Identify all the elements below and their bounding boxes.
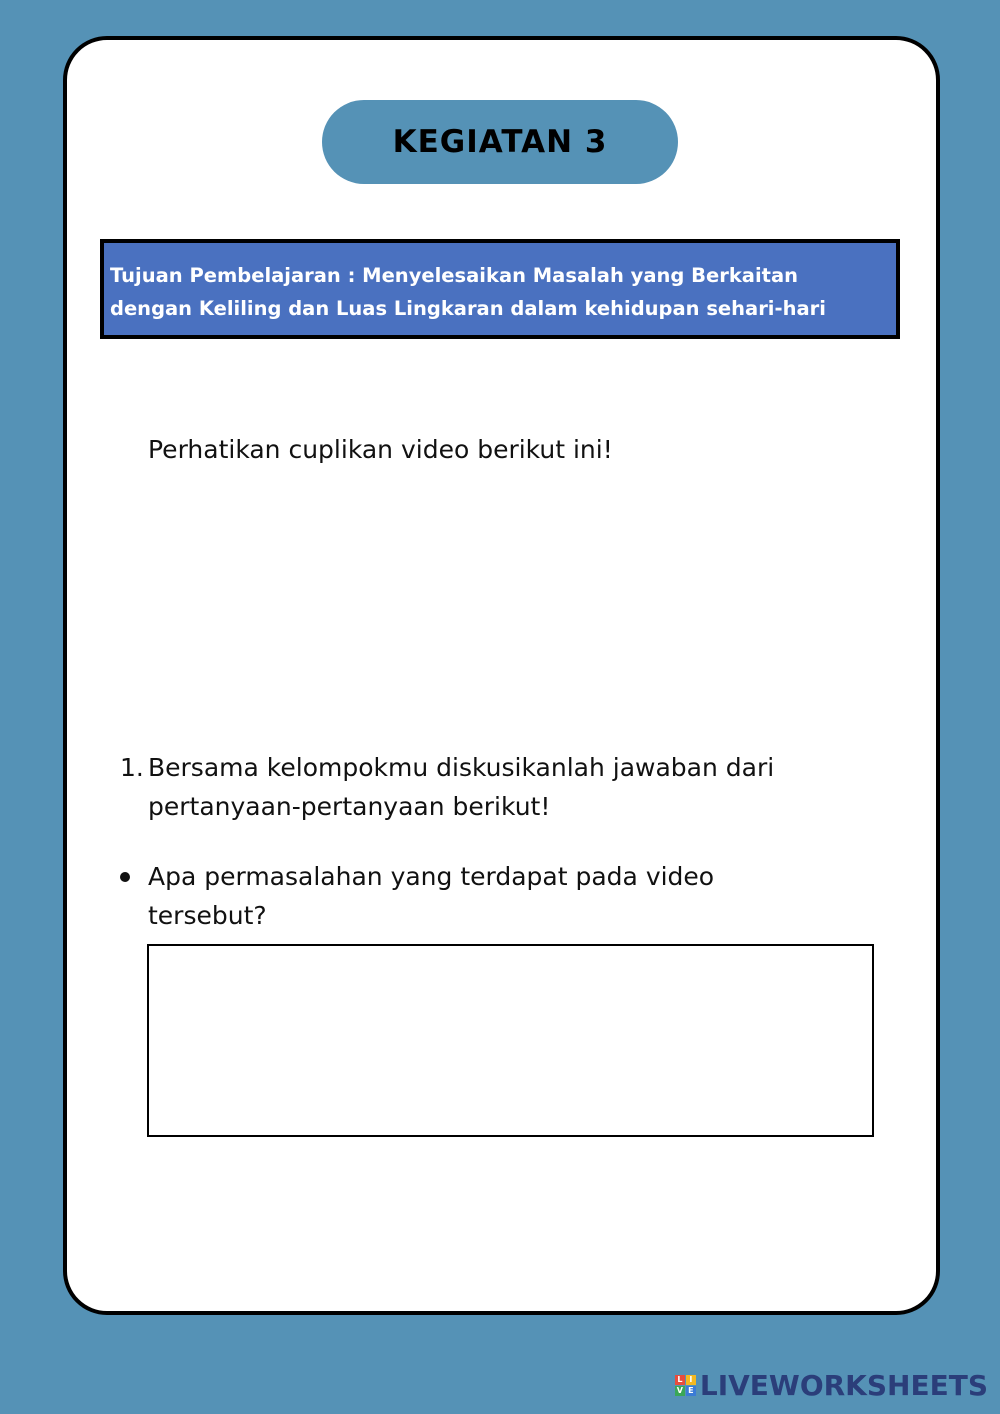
logo-letter-i: I bbox=[686, 1375, 696, 1385]
logo-letter-l: L bbox=[675, 1375, 685, 1385]
bullet-question bbox=[120, 857, 860, 935]
watermark-text: LIVEWORKSHEETS bbox=[699, 1369, 988, 1402]
bullet-question-line-1: Apa permasalahan yang terdapat pada video bbox=[148, 862, 715, 891]
objective-line-2: dengan Keliling dan Luas Lingkaran dalam kehidupan sehari-hari bbox=[110, 297, 826, 320]
bullet-question-line-2: tersebut? bbox=[148, 901, 267, 930]
bullet-dot-icon bbox=[120, 872, 130, 882]
question-1-number: 1. bbox=[120, 753, 144, 782]
activity-title: KEGIATAN 3 bbox=[322, 100, 678, 184]
learning-objective-box bbox=[100, 239, 900, 339]
answer-input-box[interactable] bbox=[147, 944, 874, 1137]
question-1-line-2: pertanyaan-pertanyaan berikut! bbox=[148, 792, 551, 821]
liveworksheets-watermark bbox=[675, 1369, 988, 1402]
question-1-line-1: Bersama kelompokmu diskusikanlah jawaban dari bbox=[148, 753, 775, 782]
question-1 bbox=[120, 748, 860, 826]
liveworksheets-logo-icon bbox=[675, 1375, 696, 1396]
logo-letter-v: V bbox=[676, 1386, 683, 1395]
video-instruction: Perhatikan cuplikan video berikut ini! bbox=[148, 435, 613, 464]
logo-letter-e: E bbox=[686, 1386, 696, 1396]
objective-line-1: Tujuan Pembelajaran : Menyelesaikan Masalah yang Berkaitan bbox=[110, 264, 799, 287]
